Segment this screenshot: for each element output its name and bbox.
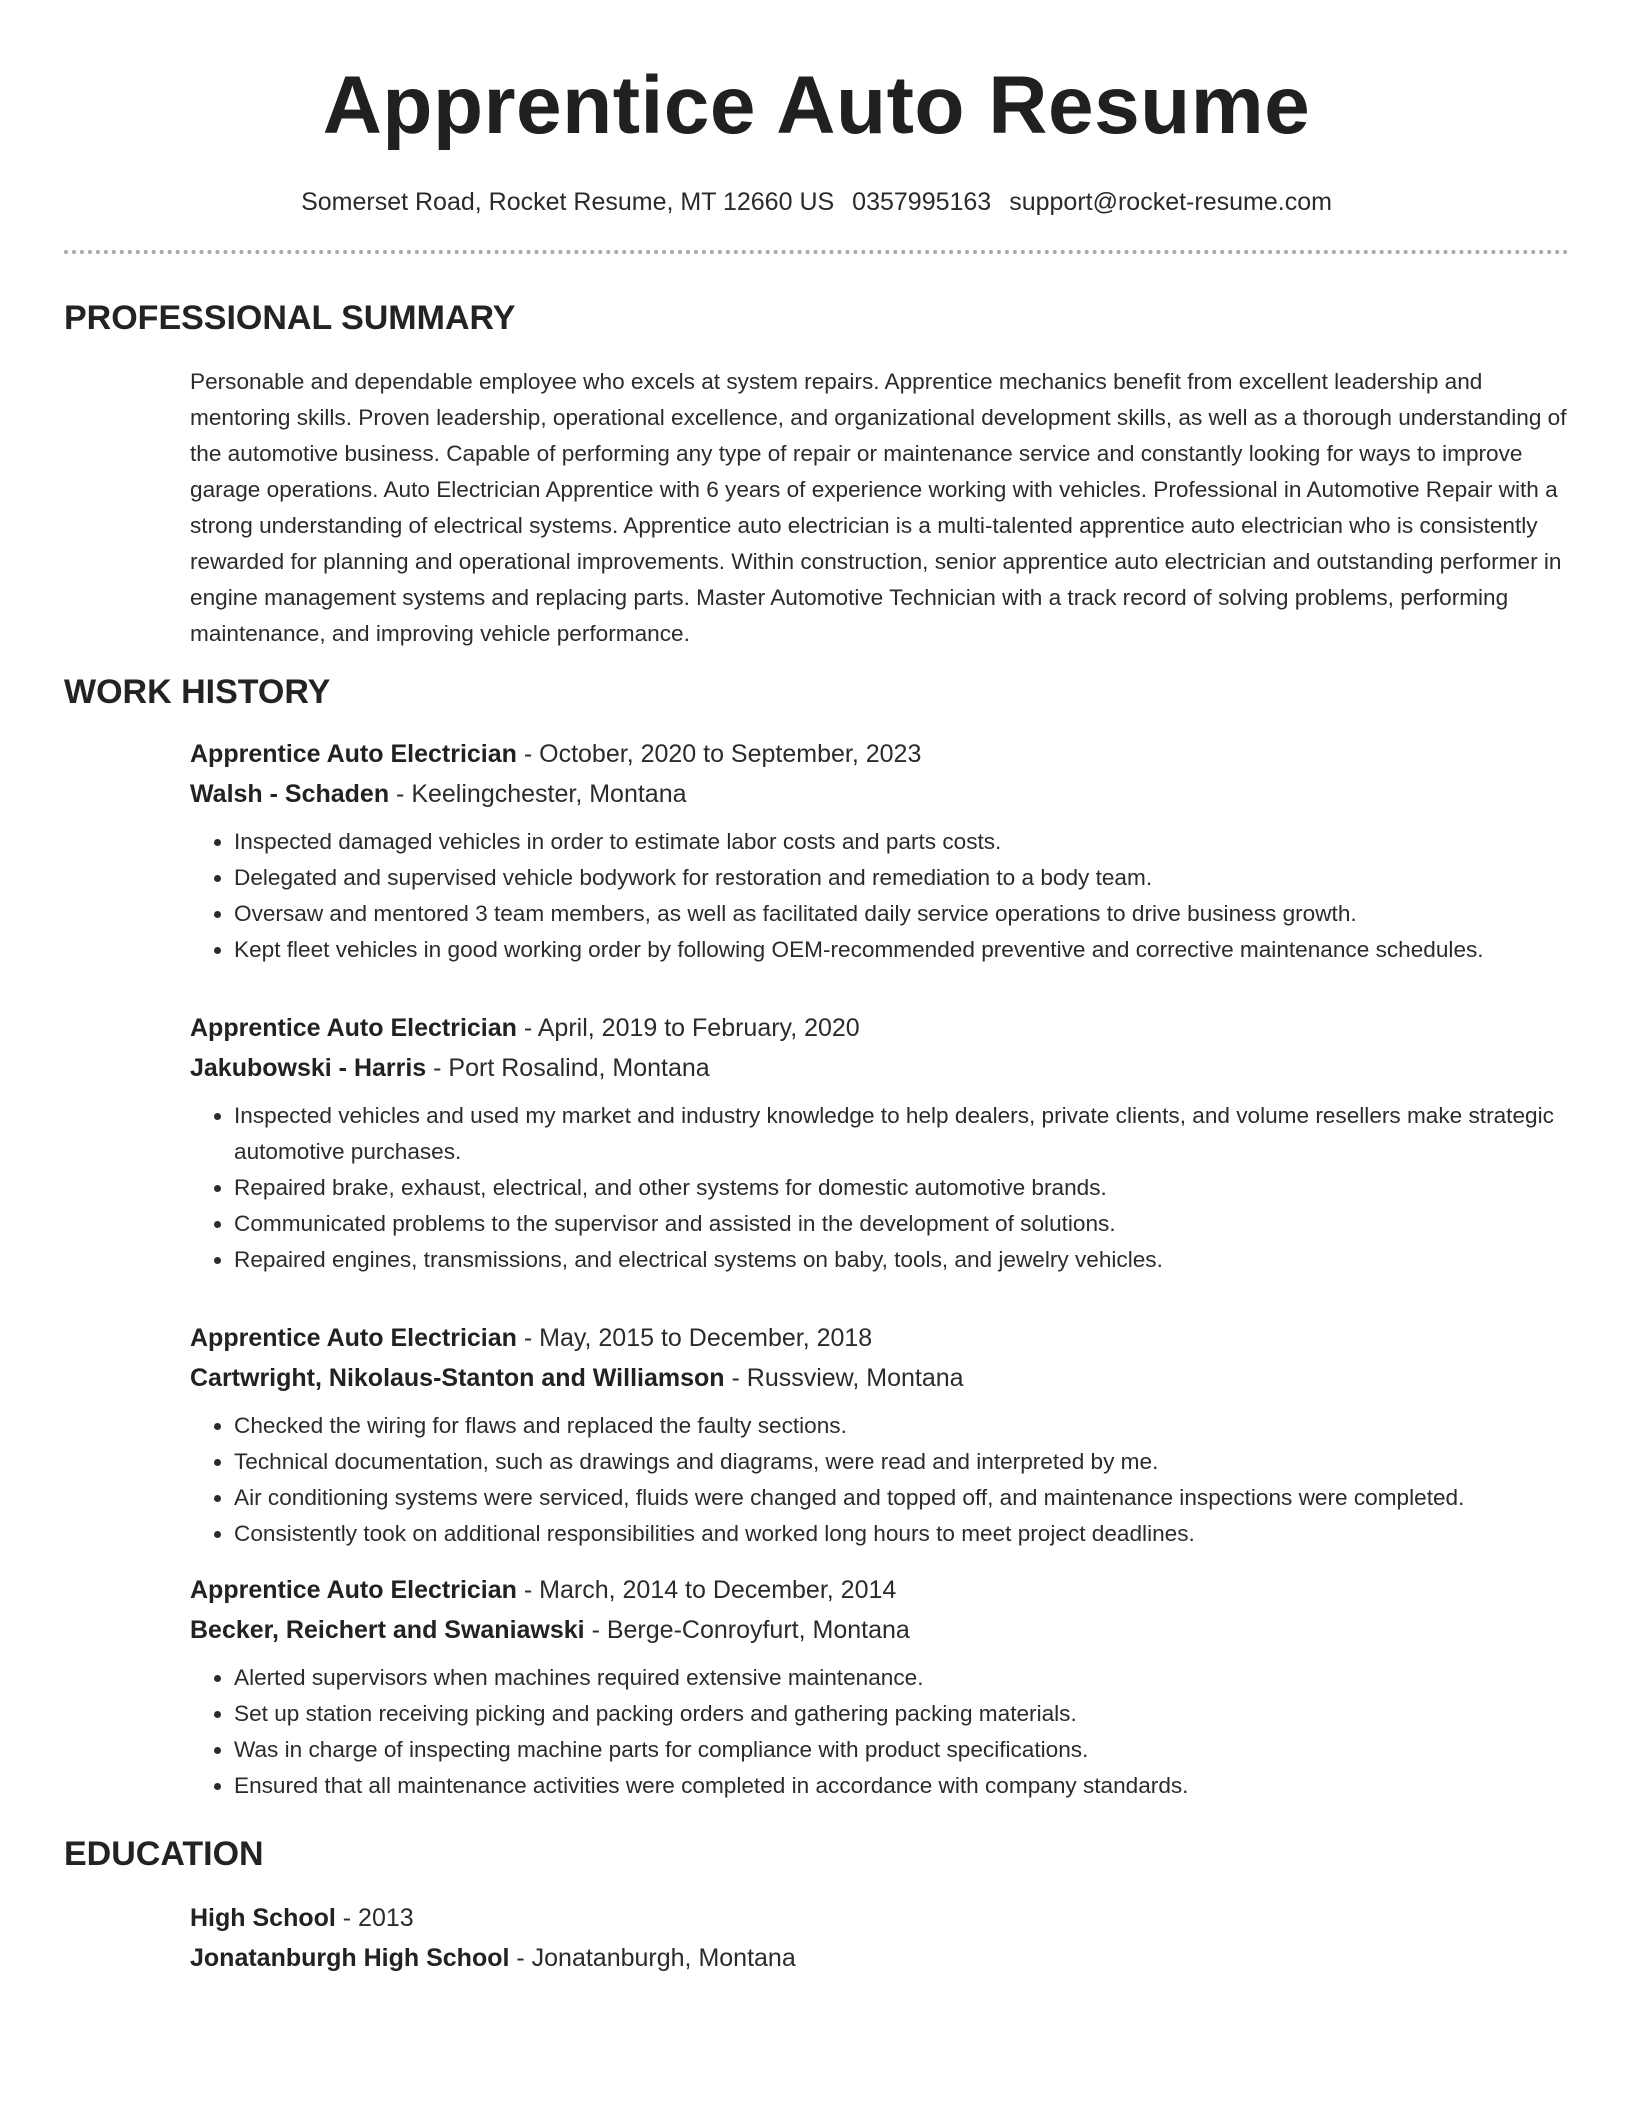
job-bullet: • Ensured that all maintenance activities were completed in accordance with company standards.: [234, 1768, 1569, 1804]
contact-email: support@rocket-resume.com: [1009, 188, 1332, 216]
job-entry: [190, 1570, 1569, 1804]
resume-page: [64, 0, 1569, 1978]
job-bullet: • Oversaw and mentored 3 team members, as well as facilitated daily service operations to drive business growth.: [234, 896, 1569, 932]
job-bullets: [190, 1408, 1569, 1552]
job-role: Apprentice Auto Electrician: [190, 1014, 517, 1042]
job-company: Jakubowski - Harris: [190, 1054, 427, 1082]
job-location: - Russview, Montana: [724, 1364, 964, 1392]
section-title-education: EDUCATION: [64, 1835, 264, 1873]
job-bullet: • Inspected vehicles and used my market and industry knowledge to help dealers, private clients, and volume resellers make strategic automotive purchases.: [234, 1098, 1569, 1170]
resume-title: Apprentice Auto Resume: [322, 60, 1311, 151]
job-bullet: • Was in charge of inspecting machine parts for compliance with product specifications.: [234, 1732, 1569, 1768]
job-company: Becker, Reichert and Swaniawski: [190, 1616, 585, 1644]
job-bullet: • Consistently took on additional responsibilities and worked long hours to meet project deadlines.: [234, 1516, 1569, 1552]
job-role: Apprentice Auto Electrician: [190, 740, 517, 768]
job-bullet: • Checked the wiring for flaws and replaced the faulty sections.: [234, 1408, 1569, 1444]
job-role-line: [190, 1008, 1569, 1048]
job-location: - Berge-Conroyfurt, Montana: [584, 1616, 910, 1644]
education-entry: [190, 1898, 1569, 1978]
job-company-line: [190, 1048, 1569, 1088]
job-bullet: • Set up station receiving picking and packing orders and gathering packing materials.: [234, 1696, 1569, 1732]
job-bullet: • Delegated and supervised vehicle bodywork for restoration and remediation to a body team.: [234, 860, 1569, 896]
education-degree-line: [190, 1898, 1569, 1938]
job-bullets: [190, 1660, 1569, 1804]
job-role-line: [190, 734, 1569, 774]
job-bullet: • Air conditioning systems were serviced, fluids were changed and topped off, and maintenance inspections were completed.: [234, 1480, 1569, 1516]
job-dates: - October, 2020 to September, 2023: [516, 740, 922, 768]
education-school-line: [190, 1938, 1569, 1978]
job-role-line: [190, 1318, 1569, 1358]
education-degree: High School: [190, 1904, 336, 1932]
job-dates: - March, 2014 to December, 2014: [516, 1576, 897, 1604]
contact-phone: 0357995163: [852, 188, 992, 216]
job-bullet: • Communicated problems to the supervisor and assisted in the development of solutions.: [234, 1206, 1569, 1242]
job-bullet: • Alerted supervisors when machines required extensive maintenance.: [234, 1660, 1569, 1696]
section-title-work-history: WORK HISTORY: [64, 673, 331, 711]
job-company-line: [190, 774, 1569, 814]
job-bullet: • Repaired engines, transmissions, and electrical systems on baby, tools, and jewelry vehicles.: [234, 1242, 1569, 1278]
job-location: - Port Rosalind, Montana: [426, 1054, 710, 1082]
job-role: Apprentice Auto Electrician: [190, 1324, 517, 1352]
job-bullet: • Kept fleet vehicles in good working order by following OEM-recommended preventive and corrective maintenance schedules.: [234, 932, 1569, 968]
job-dates: - April, 2019 to February, 2020: [516, 1014, 860, 1042]
job-dates: - May, 2015 to December, 2018: [516, 1324, 873, 1352]
job-company: Cartwright, Nikolaus-Stanton and Williamson: [190, 1364, 725, 1392]
job-bullet: • Inspected damaged vehicles in order to estimate labor costs and parts costs.: [234, 824, 1569, 860]
section-title-summary: PROFESSIONAL SUMMARY: [64, 299, 516, 337]
job-entry: [190, 1318, 1569, 1552]
education-year: - 2013: [335, 1904, 414, 1932]
education-location: - Jonatanburgh, Montana: [509, 1944, 796, 1972]
contact-address: Somerset Road, Rocket Resume, MT 12660 US: [301, 188, 835, 216]
job-company-line: [190, 1358, 1569, 1398]
job-role-line: [190, 1570, 1569, 1610]
job-bullets: [190, 1098, 1569, 1278]
summary-text: Personable and dependable employee who excels at system repairs. Apprentice mechanics benefit from excellent leadership and mentoring skills. Proven leadership, operational excellence, and organizational development skills, as well as a thorough understanding of the automotive business. Capable of performing any type of repair or maintenance service and constantly looking for ways to improve garage operations. Auto Electrician Apprentice with 6 years of experience working with vehicles. Professional in Automotive Repair with a strong understanding of electrical systems. Apprentice auto electrician is a multi-talented apprentice auto electrician who is consistently rewarded for planning and operational improvements. Within construction, senior apprentice auto electrician and outstanding performer in engine management systems and replacing parts. Master Automotive Technician with a track record of solving problems, performing maintenance, and improving vehicle performance.: [190, 369, 1567, 646]
job-entry: [190, 734, 1569, 968]
education-school: Jonatanburgh High School: [190, 1944, 510, 1972]
job-location: - Keelingchester, Montana: [389, 780, 687, 808]
header-divider: [64, 250, 1569, 254]
job-role: Apprentice Auto Electrician: [190, 1576, 517, 1604]
job-bullets: [190, 824, 1569, 968]
contact-line: [64, 186, 1569, 218]
job-company: Walsh - Schaden: [190, 780, 390, 808]
job-bullet: • Technical documentation, such as drawings and diagrams, were read and interpreted by me.: [234, 1444, 1569, 1480]
job-bullet: • Repaired brake, exhaust, electrical, and other systems for domestic automotive brands.: [234, 1170, 1569, 1206]
job-entry: [190, 1008, 1569, 1278]
job-company-line: [190, 1610, 1569, 1650]
